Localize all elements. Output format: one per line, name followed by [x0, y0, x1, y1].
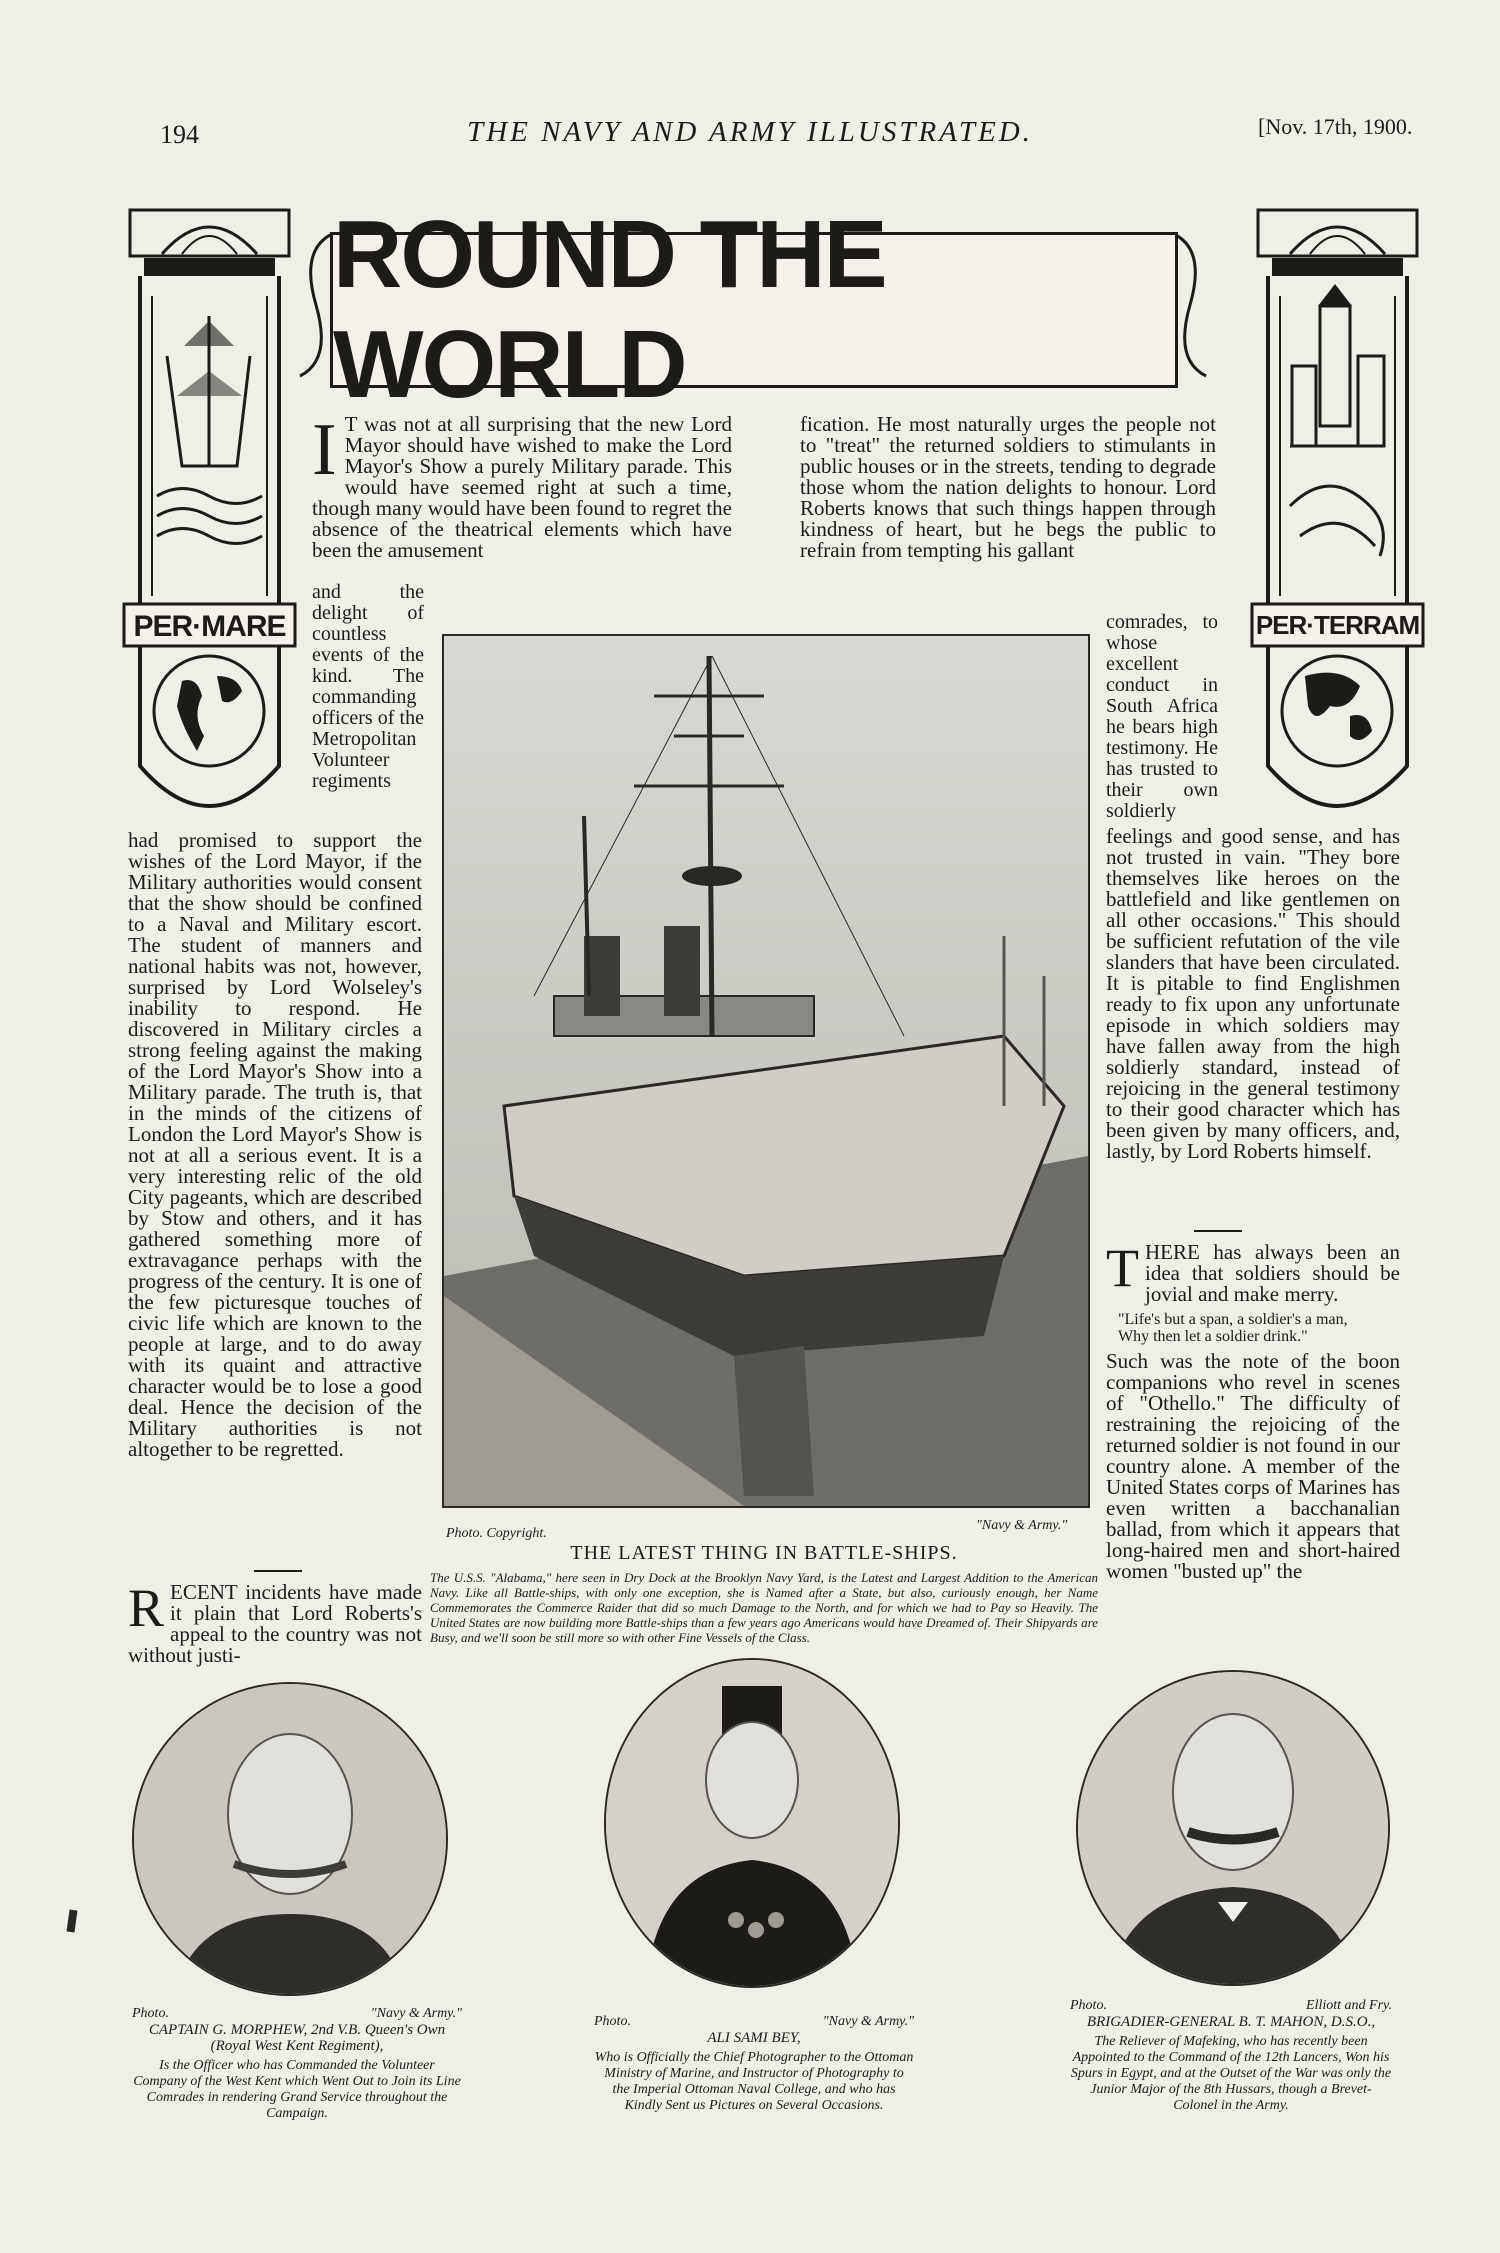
per-terram-motto: PER·TERRAM	[1255, 610, 1420, 640]
ali-sami-description: Who is Officially the Chief Photographer to the Ottoman Ministry of Marine, and Instructor of Photography to the Imperial Ottoman Naval College, and who has Kindly Sent us Pictures on Several Occasions.	[594, 2050, 914, 2113]
drop-cap-t: T	[1106, 1238, 1139, 1298]
officer-portrait-icon	[134, 1684, 446, 1994]
column-1-second-section	[128, 1578, 422, 1667]
drop-cap-i: I	[312, 409, 337, 491]
ship-globe-emblem-icon	[122, 206, 297, 826]
ship-photograph	[442, 634, 1090, 1508]
column-1-main	[128, 830, 422, 1460]
running-title: THE NAVY AND ARMY ILLUSTRATED.	[467, 116, 1033, 148]
mahon-credit-left: Photo.	[1070, 1998, 1107, 2013]
ali-sami-credit-left: Photo.	[594, 2014, 631, 2029]
per-mare-motto: PER·MARE	[133, 610, 286, 643]
column-3-main	[1106, 826, 1400, 1162]
fication-paragraph: fication. He most naturally urges the people not to "treat" the returned soldiers to stimulants in public houses or in the streets, tending to degrade those whom the nation delights to honour. Lord Roberts knows that such things happen through kindness of heart, but he begs the public to refrain from tempting his gallant	[800, 412, 1216, 562]
verse-line-1: "Life's but a span, a soldier's a man,	[1118, 1311, 1348, 1328]
verse-line-2: Why then let a soldier drink."	[1118, 1328, 1308, 1345]
column-1-narrow	[312, 582, 424, 792]
comrades-text: comrades, to whose excellent conduct in South Africa he bears high testimony. He has trusted to their own soldierly	[1106, 611, 1218, 822]
narrow-text: and the delight of countless events of the kind. The commanding officers of the Metropolitan Volunteer regiments	[312, 581, 424, 792]
mahon-name: BRIGADIER-GENERAL B. T. MAHON, D.S.O.,	[1086, 2014, 1376, 2030]
left-emblem-column	[122, 206, 297, 826]
jovial-paragraph: HERE has always been an idea that soldiers should be jovial and make merry.	[1145, 1240, 1400, 1306]
column-3-second-section	[1106, 1238, 1400, 1583]
morphew-credit-right: "Navy & Army."	[370, 2006, 462, 2021]
ali-sami-credit-right: "Navy & Army."	[822, 2014, 914, 2029]
right-emblem-column	[1250, 206, 1425, 826]
title-banner	[330, 201, 1178, 418]
mahon-credit-right: Elliott and Fry.	[1306, 1998, 1392, 2013]
issue-date: [Nov. 17th, 1900.	[1258, 114, 1413, 139]
column-3-paragraph: feelings and good sense, and has not trusted in vain. "They bore themselves like heroes on the battlefield and like gentlemen on all other occasions." This should be sufficient refutation of the vile slanders that have been circulated. It is pitable to find Englishmen ready to fix upon any unfortunate episode in which soldiers may have fallen away from the high soldierly standard, instead of rejoicing in the general testimony to their good character which has been given by many officers, and, lastly, by Lord Roberts himself.	[1106, 824, 1400, 1163]
portrait-mahon	[1076, 1670, 1390, 1986]
column-3-narrow	[1106, 612, 1218, 822]
photo-credit-left: Photo. Copyright.	[446, 1526, 547, 1541]
morphew-description: Is the Officer who has Commanded the Volunteer Company of the West Kent which Went Out to Join its Line Comrades in rendering Grand Service throughout the Campaign.	[133, 2058, 461, 2121]
officer-portrait-fez-icon	[606, 1660, 898, 1986]
ali-sami-bey-caption	[594, 2014, 914, 2114]
drop-cap-r: R	[128, 1578, 165, 1638]
mahon-description: The Reliever of Mafeking, who has recently been Appointed to the Command of the 12th Lancers, Won his Spurs in Egypt, and at the Outset of the War was only the Junior Major of the 8th Hussars, though a Brevet-Colonel in the Army.	[1070, 2034, 1392, 2113]
mahon-caption	[1070, 1998, 1392, 2114]
portrait-ali-sami-bey	[604, 1658, 900, 1988]
othello-paragraph: Such was the note of the boon companions who revel in scenes of "Othello." The difficulty of restraining the rejoicing of the returned soldier is not found in our country alone. A member of the United States corps of Marines has even written a bacchanalian ballad, from which it appears that long-haired men and short-haired women "busted up" the	[1106, 1349, 1400, 1583]
article-title: ROUND THE WORLD	[333, 201, 886, 418]
ship-caption-text: The U.S.S. "Alabama," here seen in Dry Dock at the Brooklyn Navy Yard, is the Latest and Largest Addition to the American Navy. Like all Battle-ships, with only one exception, she is Named after a State, but also, curiously enough, her Name Commemorates the Commerce Raider that did so much Damage to the North, and for which we had to Pay so Heavily. The United States are now building more Battle-ships than a few years ago Americans would have Dreamed of. Their Shipyards are Busy, and we'll soon be still more so with other Fine Vessels of the Class.	[430, 1570, 1098, 1645]
ali-sami-name: ALI SAMI BEY,	[707, 2030, 801, 2046]
column-1-paragraph: had promised to support the wishes of the Lord Mayor, if the Military authorities would consent that the show should be confined to a Naval and Military escort. The student of manners and national habits was not, however, surprised by Lord Wolseley's inability to respond. He discovered in Military circles a strong feeling against the making of the Lord Mayor's Show into a Military parade. The truth is, that in the minds of the citizens of London the Lord Mayor's Show is not at all a serious event. It is a very interesting relic of the old City pageants, which are described by Stow and others, and it has gathered something more of extravagance perhaps with the progress of the century. It is one of the few picturesque touches of civic life which are known to the people at large, and to do away with its quaint and attractive character would be to lose a good deal. Hence the decision of the Military authorities is not altogether to be regretted.	[128, 828, 422, 1461]
battleship-photo-icon	[444, 636, 1088, 1506]
morphew-caption	[132, 2006, 462, 2122]
photo-credit-right: "Navy & Army."	[976, 1518, 1068, 1533]
morphew-name: CAPTAIN G. MORPHEW, 2nd V.B. Queen's Own (Royal West Kent Regiment),	[148, 2022, 446, 2054]
ink-mark	[67, 1910, 78, 1933]
recent-incidents-paragraph: ECENT incidents have made it plain that Lord Roberts's appeal to the country was not without justi-	[128, 1580, 422, 1667]
article-lede	[312, 409, 732, 562]
lede-paragraph: T was not at all surprising that the new Lord Mayor should have wished to make the Lord Mayor's Show a purely Military parade. This would have seemed right at such a time, though many would have been found to regret the absence of the theatrical elements which have been the amusement	[312, 412, 732, 562]
general-portrait-icon	[1078, 1672, 1388, 1984]
page-number: 194	[160, 120, 199, 149]
castle-globe-emblem-icon	[1250, 206, 1425, 826]
column-2-top	[800, 414, 1216, 561]
morphew-credit-left: Photo.	[132, 2006, 169, 2021]
ship-caption-title: THE LATEST THING IN BATTLE-SHIPS.	[570, 1542, 958, 1564]
section-rule-right	[1194, 1230, 1242, 1232]
section-rule	[254, 1570, 302, 1572]
portrait-morphew	[132, 1682, 448, 1996]
